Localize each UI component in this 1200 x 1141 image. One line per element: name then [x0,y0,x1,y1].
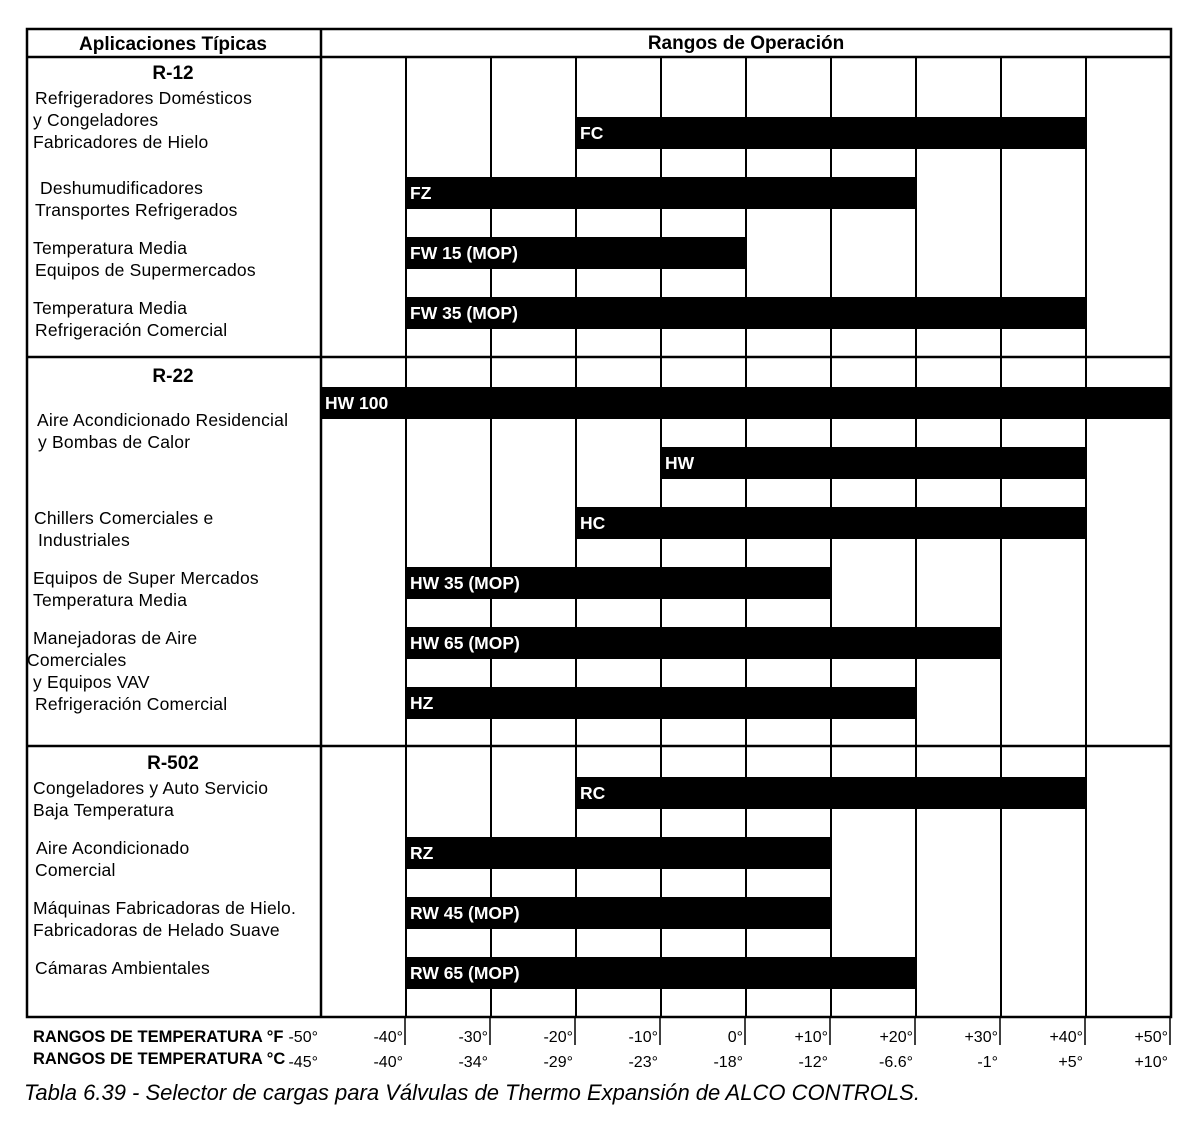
application-label: Equipos de Supermercados [35,260,256,280]
tick-label-c: -23° [628,1054,658,1071]
bar-label: HW 35 (MOP) [410,573,520,593]
application-label: Comerciales [27,650,127,670]
bar-label: FZ [410,183,432,203]
table-caption: Tabla 6.39 - Selector de cargas para Válvulas de Thermo Expansión de ALCO CONTROLS. [24,1080,920,1105]
tick-label-c: -29° [543,1054,573,1071]
application-label: Industriales [38,530,130,550]
application-label: Manejadoras de Aire [33,628,198,648]
tick-label-f: -50° [288,1029,318,1046]
x-axis-label-c: RANGOS DE TEMPERATURA °C [33,1050,286,1068]
bar-label: FW 15 (MOP) [410,243,518,263]
application-label: Baja Temperatura [33,800,175,820]
bar-label: HW 100 [325,393,389,413]
tick-label-f: +20° [879,1029,913,1046]
tick-label-f: -20° [543,1029,573,1046]
tick-label-f: -40° [373,1029,403,1046]
application-label: Temperatura Media [33,590,188,610]
header-right-title: Rangos de Operación [647,33,845,54]
application-label: Refrigeradores Domésticos [35,88,253,108]
bar-label: FW 35 (MOP) [410,303,518,323]
tick-label-f: +30° [964,1029,998,1046]
application-label: Congeladores y Auto Servicio [33,778,269,798]
bar-label: RW 45 (MOP) [410,903,520,923]
tick-label-f: -30° [458,1029,488,1046]
tick-label-f: -10° [628,1029,658,1046]
bar-hw-100 [321,387,1171,419]
bar-rz [406,837,831,869]
tick-label-c: -12° [798,1054,828,1071]
bar-label: HC [580,513,606,533]
application-label: Equipos de Super Mercados [33,568,259,588]
application-label: Fabricadoras de Helado Suave [33,920,280,940]
bar-label: FC [580,123,604,143]
tick-label-f: +40° [1049,1029,1083,1046]
application-label: Deshumudificadores [40,178,204,198]
bar-rc [576,777,1086,809]
bar-label: HW [665,453,695,473]
tick-label-f: +10° [794,1029,828,1046]
bar-hz [406,687,916,719]
x-axis-label-f: RANGOS DE TEMPERATURA °F [33,1028,284,1046]
bar-label: RZ [410,843,434,863]
tick-label-c: -34° [458,1054,488,1071]
application-label: y Equipos VAV [33,672,150,692]
bar-hw [661,447,1086,479]
application-label: Fabricadores de Hielo [33,132,209,152]
tick-label-c: -45° [288,1054,318,1071]
group-title: R-22 [152,366,194,387]
application-label: Aire Acondicionado [36,838,190,858]
bar-label: RW 65 (MOP) [410,963,520,983]
application-label: Temperatura Media [33,298,188,318]
application-label: Cámaras Ambientales [35,958,210,978]
application-label: Aire Acondicionado Residencial [37,410,289,430]
header-left-title: Aplicaciones Típicas [79,34,267,55]
application-label: Transportes Refrigerados [35,200,238,220]
bar-label: HW 65 (MOP) [410,633,520,653]
application-label: Comercial [35,860,116,880]
bar-label: HZ [410,693,434,713]
tick-label-c: -40° [373,1054,403,1071]
application-label: Máquinas Fabricadoras de Hielo. [33,898,297,918]
tick-label-f: 0° [727,1029,743,1046]
tick-label-c: -18° [713,1054,743,1071]
application-label: y Congeladores [33,110,159,130]
application-label: Refrigeración Comercial [35,694,228,714]
tick-label-c: -6.6° [879,1054,913,1071]
group-title: R-12 [152,63,194,84]
tick-label-c: +5° [1058,1054,1083,1071]
application-label: Refrigeración Comercial [35,320,228,340]
group-title: R-502 [147,753,199,774]
tick-label-c: -1° [977,1054,998,1071]
bar-fz [406,177,916,209]
bar-hc [576,507,1086,539]
application-label: Temperatura Media [33,238,188,258]
application-label: y Bombas de Calor [38,432,191,452]
tick-label-c: +10° [1134,1054,1168,1071]
bar-label: RC [580,783,606,803]
bar-fc [576,117,1086,149]
tick-label-f: +50° [1134,1029,1168,1046]
application-label: Chillers Comerciales e [34,508,214,528]
